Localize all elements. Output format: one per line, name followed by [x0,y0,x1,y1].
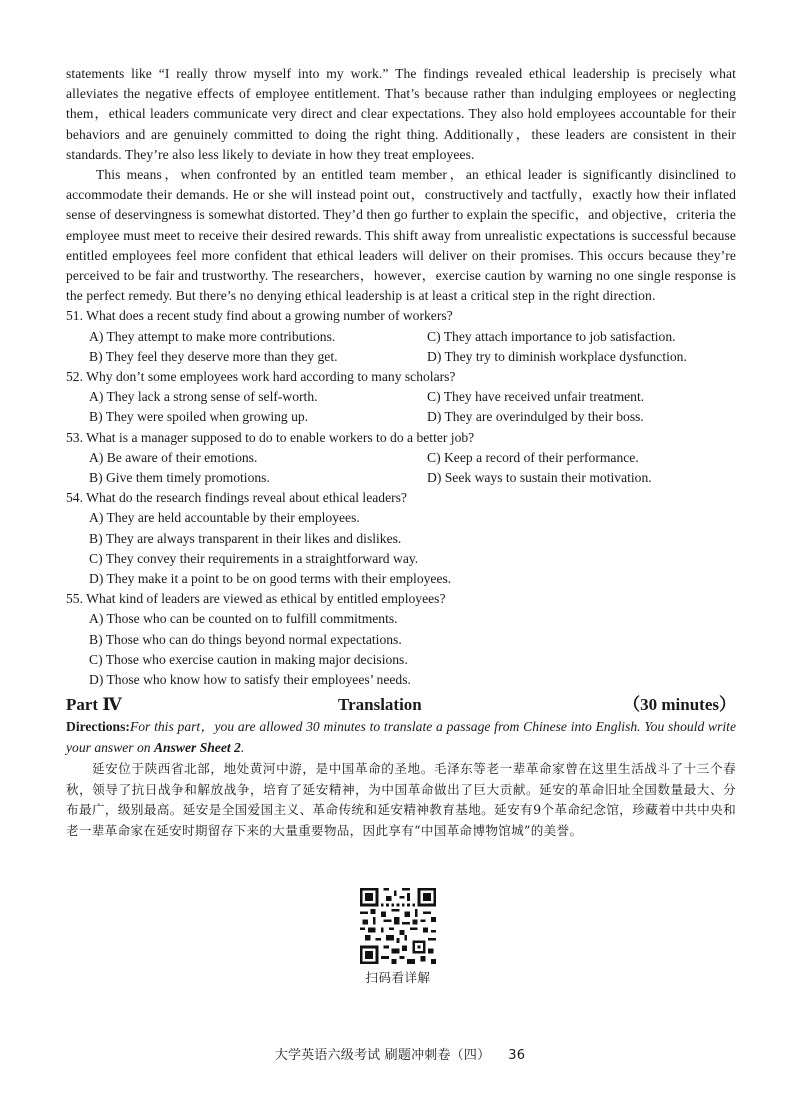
question-53-options [66,448,736,488]
part-title: Translation [338,695,422,715]
question-51: 51. What does a recent study find about a growing number of workers? [66,308,453,324]
question-52-options [66,387,736,427]
option-a[interactable]: A) They lack a strong sense of self-worth. [89,389,318,405]
option-b[interactable]: B) Those who can do things beyond normal expectations. [89,631,402,647]
answer-sheet-label: Answer Sheet 2 [153,739,241,755]
option-c[interactable]: C) They attach importance to job satisfaction. [427,328,676,344]
option-d[interactable]: D) They make it a point to be on good terms with their employees. [89,571,452,587]
question-55-options [66,609,736,690]
page-content [66,64,736,841]
option-c[interactable]: C) They have received unfair treatment. [427,389,645,405]
part-label: Part Ⅳ [66,695,122,715]
option-d[interactable]: D) They try to diminish workplace dysfunction. [427,348,687,364]
qr-caption: 扫码看详解 [365,970,431,985]
option-c[interactable]: C) Keep a record of their performance. [427,449,639,465]
chinese-passage: 延安位于陕西省北部，地处黄河中游，是中国革命的圣地。毛泽东等老一辈革命家曾在这里生活战斗了十三个春秋，领导了抗日战争和解放战争，培育了延安精神，为中国革命做出了巨大贡献。延安的革命旧址全国数量最大、分布最广，级别最高。延安是全国爱国主义、革命传统和延安精神教育基地。延安有9个革命纪念馆，珍藏着中共中央和老一辈革命家在延安时期留存下来的大量重要物品，因此享有“中国革命博物馆城”的美誉。 [66,761,736,838]
page-footer [0,1044,800,1063]
question-51-options [66,327,736,367]
option-b[interactable]: B) They were spoiled when growing up. [89,409,309,425]
passage-paragraph-2: This means，when confronted by an entitled team member，an ethical leader is significantly disinclined to accommodate their demands. He or she will instead point out，constructively and tactfully，exactly how their inflated sense of deservingness is somewhat distorted. They’d then go further to explain the specific，and objective，criteria the employee must meet to receive their desired rewards. This shift away from unrealistic expectations is successful because entitled employees feel more confident that ethical leaders will deliver on their promises. This occurs because they’re perceived to be fair and trustworthy. The researchers，however，exercise caution by warning no one single response is the perfect remedy. But there’s no denying ethical leadership is at least a critical step in the right direction. [66,167,736,304]
question-52: 52. Why don’t some employees work hard according to many scholars? [66,369,456,385]
footer-title: 大学英语六级考试 刷题冲刺卷（四） [274,1048,491,1063]
passage-paragraph-1: statements like “I really throw myself into my work.” The findings revealed ethical leadership is precisely what alleviates the negative effects of employee entitlement. That’s because rather than indulging employees or neglecting them，ethical leaders communicate very direct and clear expectations. They also hold employees accountable for their behaviors and are genuinely committed to doing the right thing. Additionally，these leaders are consistent in their standards. They’re also less likely to deviate in how they treat employees. [66,66,736,162]
qr-block [358,888,438,986]
option-d[interactable]: D) They are overindulged by their boss. [427,409,644,425]
option-a[interactable]: A) Those who can be counted on to fulfill commitments. [89,611,398,627]
option-a[interactable]: A) Be aware of their emotions. [89,449,258,465]
option-d[interactable]: D) Seek ways to sustain their motivation. [427,470,652,486]
directions-text: For this part，you are allowed 30 minutes to translate a passage from Chinese into English. You should write your answer on [66,719,736,755]
page-number: 36 [508,1048,526,1063]
question-54-options [66,508,736,589]
question-55: 55. What kind of leaders are viewed as ethical by entitled employees? [66,591,446,607]
option-c[interactable]: C) They convey their requirements in a straightforward way. [89,550,419,566]
directions-end: . [240,739,245,755]
part-time: （30 minutes） [623,695,736,715]
directions [66,717,736,758]
option-a[interactable]: A) They are held accountable by their employees. [89,510,360,526]
question-54: 54. What do the research findings reveal about ethical leaders? [66,490,407,506]
directions-label: Directions: [66,719,130,735]
question-53: 53. What is a manager supposed to do to enable workers to do a better job? [66,429,475,445]
option-b[interactable]: B) They are always transparent in their likes and dislikes. [89,530,402,546]
option-d[interactable]: D) Those who know how to satisfy their employees’ needs. [89,672,411,688]
option-b[interactable]: B) They feel they deserve more than they get. [89,348,338,364]
option-c[interactable]: C) Those who exercise caution in making major decisions. [89,651,408,667]
part-4-header [66,693,736,717]
option-b[interactable]: B) Give them timely promotions. [89,470,270,486]
option-a[interactable]: A) They attempt to make more contributions. [89,328,336,344]
qr-code-icon[interactable] [360,888,436,964]
